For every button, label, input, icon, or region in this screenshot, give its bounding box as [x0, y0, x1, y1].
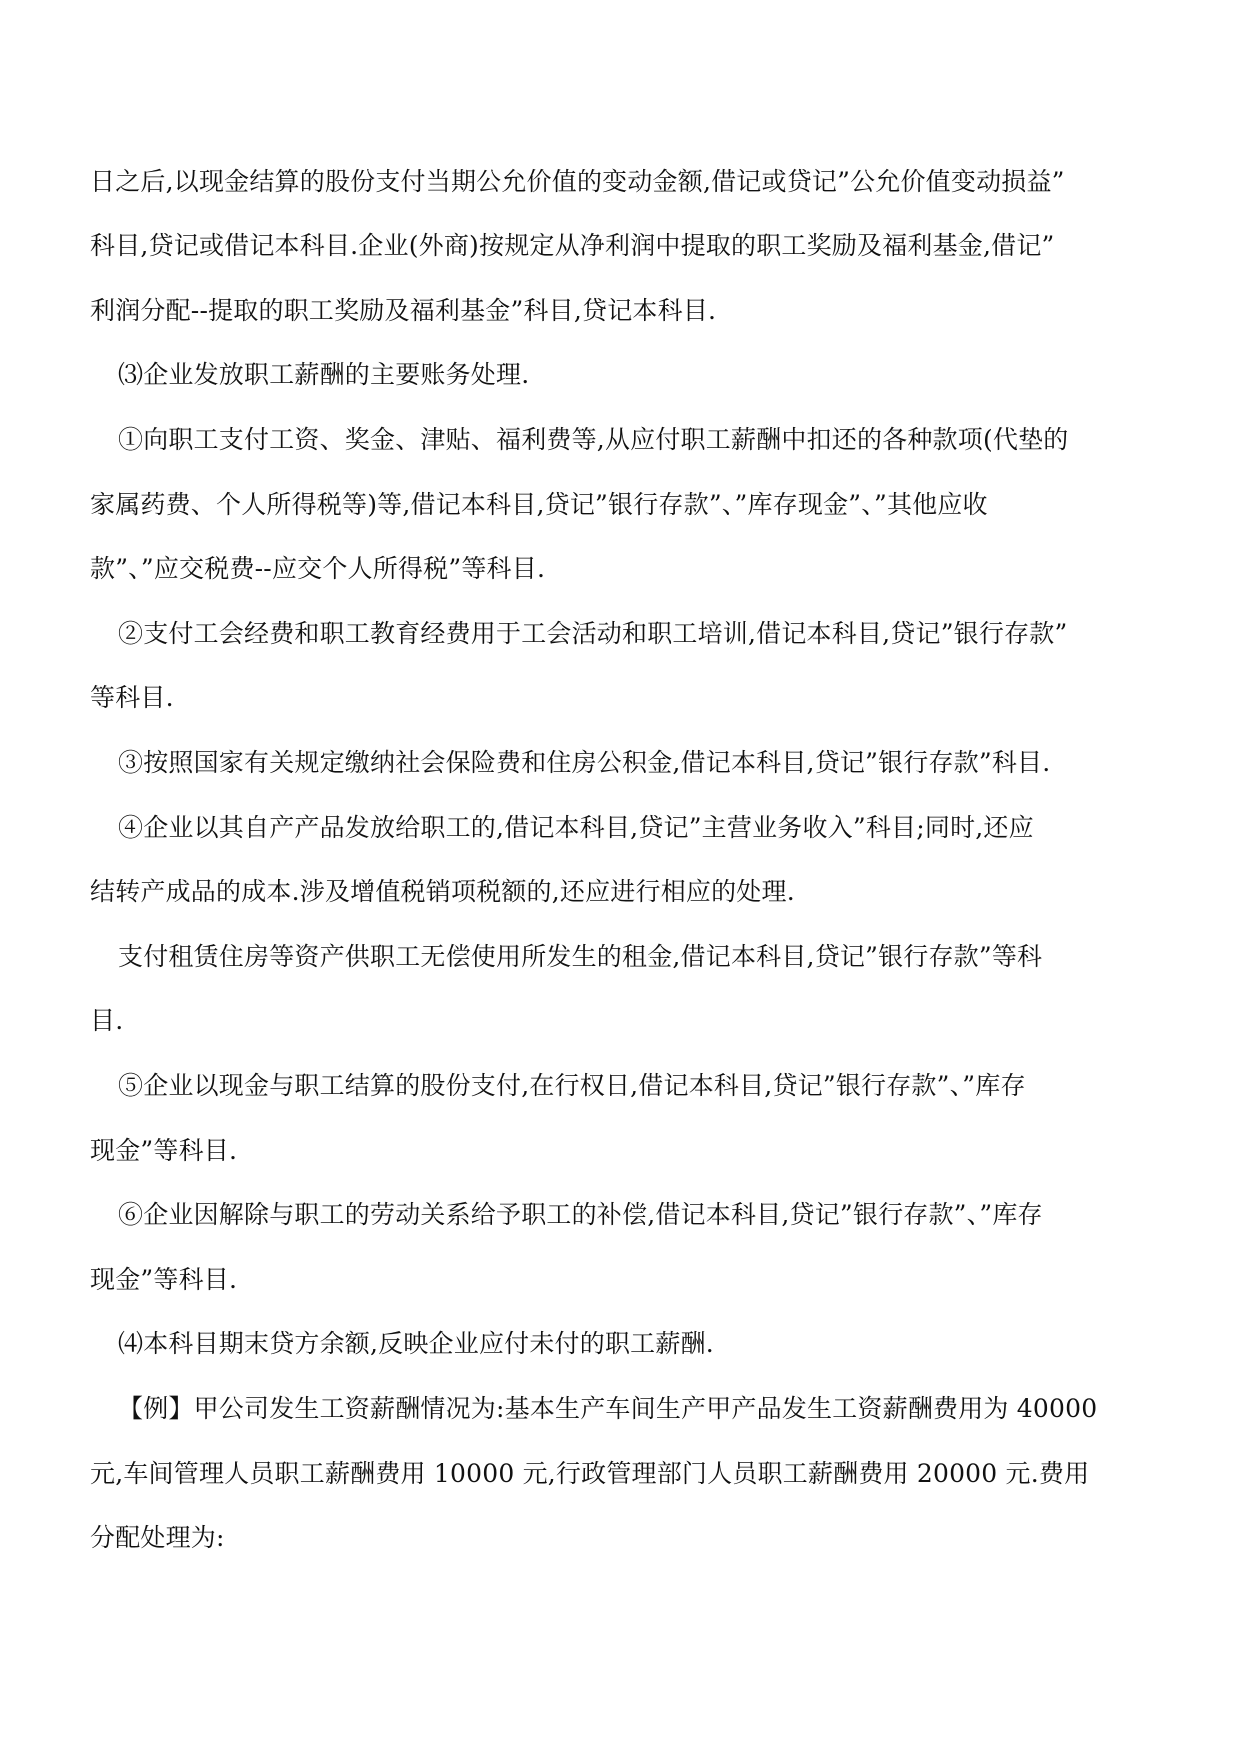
text-line: 分配处理为:	[90, 1523, 225, 1552]
text-line: 利润分配--提取的职工奖励及福利基金”科目,贷记本科目.	[90, 296, 717, 325]
text-line: ⑤企业以现金与职工结算的股份支付,在行权日,借记本科目,贷记”银行存款”、”库存	[118, 1071, 1026, 1100]
text-line: 目.	[90, 1006, 124, 1035]
text-line: ⑷本科目期末贷方余额,反映企业应付未付的职工薪酬.	[118, 1329, 714, 1358]
text-line: 等科目.	[90, 683, 174, 712]
text-line: ④企业以其自产产品发放给职工的,借记本科目,贷记”主营业务收入”科目;同时,还应	[118, 813, 1034, 842]
text-line: 日之后,以现金结算的股份支付当期公允价值的变动金额,借记或贷记”公允价值变动损益”	[90, 167, 1065, 196]
text-line: 结转产成品的成本.涉及增值税销项税额的,还应进行相应的处理.	[90, 877, 795, 906]
text-line: 元,车间管理人员职工薪酬费用 10000 元,行政管理部门人员职工薪酬费用 20000 元.费用	[90, 1459, 1090, 1488]
text-line: ③按照国家有关规定缴纳社会保险费和住房公积金,借记本科目,贷记”银行存款”科目.	[118, 748, 1051, 777]
text-line: 【例】甲公司发生工资薪酬情况为:基本生产车间生产甲产品发生工资薪酬费用为 40000	[118, 1394, 1098, 1423]
text-line: 现金”等科目.	[90, 1265, 238, 1294]
text-line: ⑥企业因解除与职工的劳动关系给予职工的补偿,借记本科目,贷记”银行存款”、”库存	[118, 1200, 1043, 1229]
text-line: 款”、”应交税费--应交个人所得税”等科目.	[90, 554, 546, 583]
text-line: 科目,贷记或借记本科目.企业(外商)按规定从净利润中提取的职工奖励及福利基金,借记”	[90, 231, 1055, 260]
text-line: ⑶企业发放职工薪酬的主要账务处理.	[118, 360, 530, 389]
text-line: 支付租赁住房等资产供职工无偿使用所发生的租金,借记本科目,贷记”银行存款”等科	[118, 942, 1043, 971]
text-line: ①向职工支付工资、奖金、津贴、福利费等,从应付职工薪酬中扣还的各种款项(代垫的	[118, 425, 1069, 454]
text-line: 家属药费、个人所得税等)等,借记本科目,贷记”银行存款”、”库存现金”、”其他应收	[90, 490, 988, 519]
text-line: ②支付工会经费和职工教育经费用于工会活动和职工培训,借记本科目,贷记”银行存款”	[118, 619, 1068, 648]
text-line: 现金”等科目.	[90, 1136, 238, 1165]
